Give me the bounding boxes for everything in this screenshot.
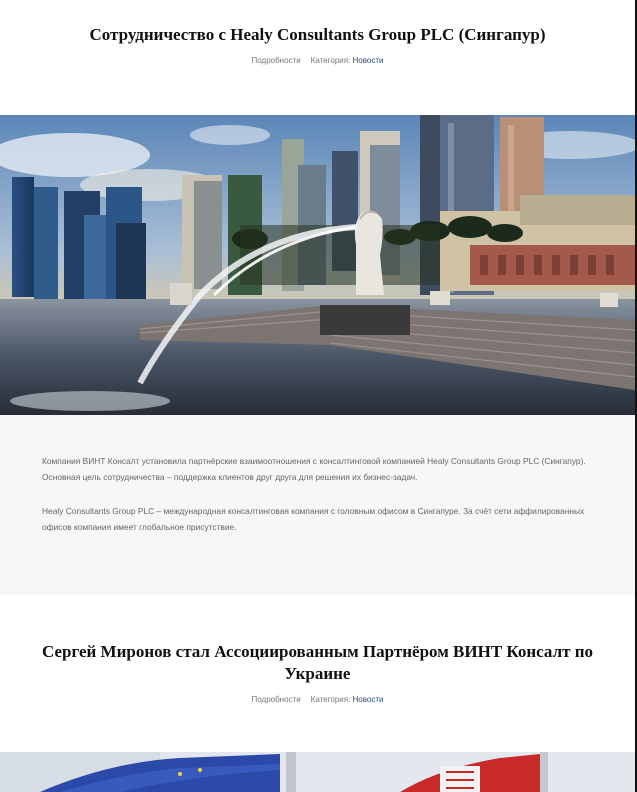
singapore-skyline-image[interactable] [0,115,635,415]
category-link[interactable]: Новости [352,695,384,704]
category-label: Категория: [310,56,351,65]
details-link[interactable]: Подробности [251,695,301,704]
article-title-link[interactable]: Сотрудничество с Healy Consultants Group PLC (Сингапур) [89,25,546,44]
article-header [40,641,595,704]
article-paragraph: Компания ВИНТ Консалт установила партнёрские взаимоотношения с консалтинговой компанией Healy Consultants Group PLC (Сингапур). Основная цель сотрудничества – поддержка клиентов друг друга для решения их бизнес-задач. [42,456,586,482]
category-link[interactable]: Новости [352,56,384,65]
flags-image[interactable] [0,752,635,792]
article-body [0,415,635,595]
category-label: Категория: [310,695,351,704]
article-meta [0,56,635,65]
article-meta [40,695,595,704]
article-title-link[interactable]: Сергей Миронов стал Ассоциированным Партнёром ВИНТ Консалт по Украине [41,642,594,683]
article-header [0,24,635,65]
article-paragraph: Healy Consultants Group PLC – международная консалтинговая компания с головным офисом в Сингапуре. За счёт сети аффилированных офисов компания имеет глобальное присутствие. [42,506,585,532]
details-link[interactable]: Подробности [251,56,301,65]
